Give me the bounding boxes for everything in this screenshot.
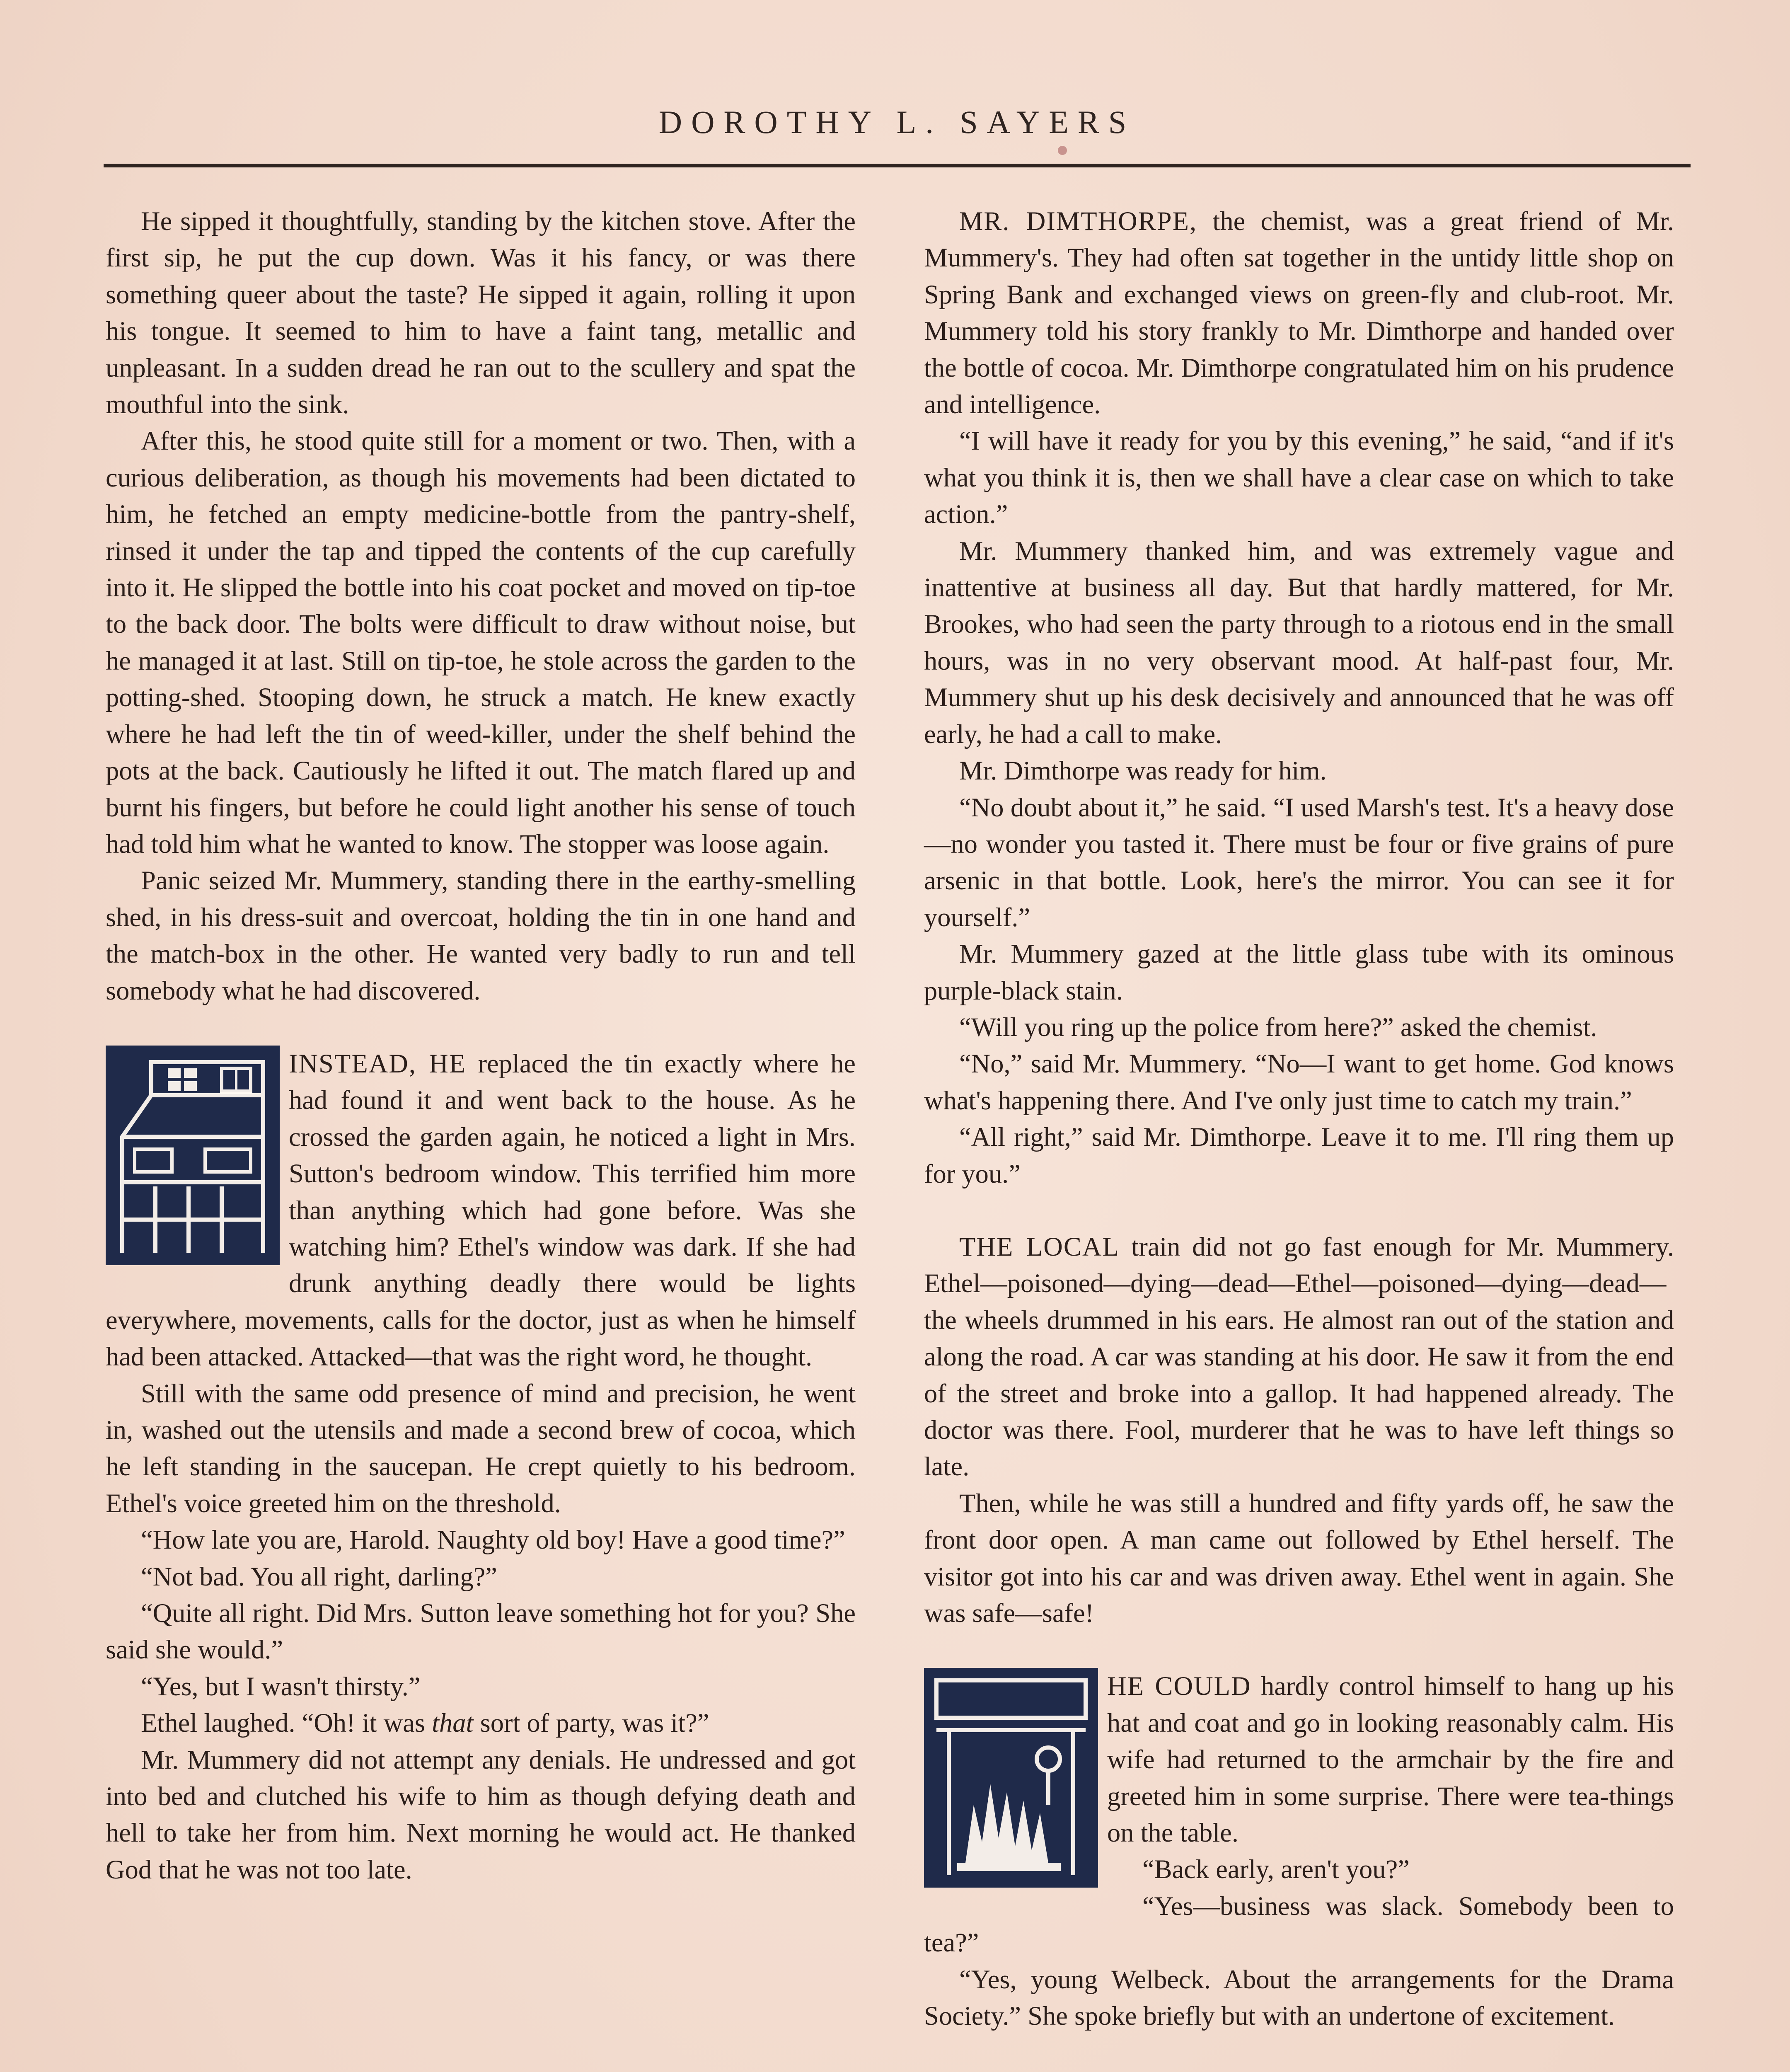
paragraph: After this, he stood quite still for a moment or two. Then, with a curious deliberation, as though his movements had been dictated to him, he fetched an empty medicine-bottle from the pantry-shelf, rinsed it under the tap and tipped the contents of the cup carefully into it. He slipped the bottle into his coat pocket and moved on tip-toe to the back door. The bolts were difficult to draw without noise, but he managed it at last. Still on tip-toe, he stole across the garden to the potting-shed. Stooping down, he struck a match. He knew exactly where he had left the tin of weed-killer, under the shelf behind the pots at the back. Cautiously he lifted it out. The match flared up and burnt his fingers, but before he could light another his sense of touch had told him what he wanted to know. The stopper was loose again. xyxy=(106,426,856,859)
paragraph: “Not bad. You all right, darling?” xyxy=(141,1561,497,1591)
section-paragraph: MR. DIMTHORPE, the chemist, was a great friend of Mr. Mummery's. They had often sat together in the untidy little shop on Spring Bank and exchanged views on green-fly and club-root. Mr. Mummery told his story frankly to Mr. Dimthorpe and handed over the bottle of cocoa. Mr. Dimthorpe congratulated him on his prudence and intelligence. xyxy=(924,206,1674,419)
house-night-icon xyxy=(106,1046,280,1265)
header-rule xyxy=(104,164,1691,167)
ink-spot xyxy=(1058,146,1067,155)
paragraph: Panic seized Mr. Mummery, standing there in the earthy-smelling shed, in his dress-suit and overcoat, holding the tin in one hand and the match-box in the other. He wanted very badly to run and tell somebody what he had discovered. xyxy=(106,866,856,1005)
section-lead: MR. DIMTHORPE, xyxy=(959,206,1197,236)
section-lead: INSTEAD, HE xyxy=(289,1048,467,1078)
paragraph: “No,” said Mr. Mummery. “No—I want to get home. God knows what's happening there. And I've only just time to catch my train.” xyxy=(924,1049,1674,1115)
paragraph: Mr. Mummery thanked him, and was extremely vague and inattentive at business all day. But that hardly mattered, for Mr. Brookes, who had seen the party through to a riotous end in the small hours, was in no very observant mood. At half-past four, Mr. Mummery shut up his desk decisively and announced that he was off early, he had a call to make. xyxy=(924,536,1674,749)
paragraph: Mr. Mummery did not attempt any denials. He undressed and got into bed and clutched his wife to him as though defying death and hell to take her from him. Next morning he would act. He thanked God that he was not too late. xyxy=(106,1745,856,1884)
paragraph: Mr. Mummery gazed at the little glass tube with its ominous purple-black stain. xyxy=(924,939,1674,1005)
paragraph: “Yes, but I wasn't thirsty.” xyxy=(141,1671,421,1701)
paragraph: Still with the same odd presence of mind and precision, he went in, washed out the utensils and made a second brew of cocoa, which he left standing in the saucepan. He crept quietly to his bedroom. Ethel's voice greeted him on the threshold. xyxy=(106,1378,856,1518)
section-paragraph xyxy=(106,1046,856,1375)
left-column xyxy=(106,203,856,1888)
paragraph: “Quite all right. Did Mrs. Sutton leave something hot for you? She said she would.” xyxy=(106,1598,856,1665)
section-paragraph: HE COULD hardly control himself to hang up his hat and coat and go in looking reasonably calm. His wife had returned to the armchair by the fire and greeted him in some surprise. There were tea-things on the table. xyxy=(924,1668,1674,1851)
paragraph: “Yes, young Welbeck. About the arrangements for the Drama Society.” She spoke briefly but with an undertone of excitement. xyxy=(924,1964,1674,2031)
paragraph: “All right,” said Mr. Dimthorpe. Leave it to me. I'll ring them up for you.” xyxy=(924,1122,1674,1188)
paragraph: “No doubt about it,” he said. “I used Marsh's test. It's a heavy dose—no wonder you tasted it. There must be four or five grains of pure arsenic in that bottle. Look, here's the mirror. You can see it for yourself.” xyxy=(924,792,1674,932)
fireplace-icon xyxy=(924,1668,1098,1888)
paragraph: Then, while he was still a hundred and fifty yards off, he saw the front door open. A man came out followed by Ethel herself. The visitor got into his car and was driven away. Ethel went in again. She was safe—safe! xyxy=(924,1488,1674,1628)
section-lead: THE LOCAL xyxy=(959,1232,1120,1261)
paragraph: “Yes—business was slack. Somebody been to tea?” xyxy=(924,1891,1674,1958)
paragraph: Ethel laughed. “Oh! it was that sort of party, was it?” xyxy=(141,1708,709,1738)
paragraph: “Back early, aren't you?” xyxy=(1142,1854,1410,1884)
paragraph: “I will have it ready for you by this evening,” he said, “and if it's what you think it is, then we shall have a clear case on which to take action.” xyxy=(924,426,1674,529)
paragraph: “Will you ring up the police from here?” asked the chemist. xyxy=(959,1012,1597,1042)
paragraph: Mr. Dimthorpe was ready for him. xyxy=(959,756,1327,786)
section-text: replaced the tin exactly where he had found it and went back to the house. As he crossed the garden again, he noticed a light in Mrs. Sutton's bedroom window. This terrified him more than anything which had gone before. Was she watching him? Ethel's window was dark. If she had drunk anything deadly there would be lights everywhere, movements, calls for the doctor, just as when he himself had been attacked. Attacked—that was the right word, he thought. xyxy=(106,1048,856,1372)
paragraph: He sipped it thoughtfully, standing by the kitchen stove. After the first sip, he put the cup down. Was it his fancy, or was there something queer about the taste? He sipped it again, rolling it upon his tongue. It seemed to him to have a faint tang, metallic and unpleasant. In a sudden dread he ran out to the scullery and spat the mouthful into the sink. xyxy=(106,206,856,419)
section-lead: HE COULD xyxy=(1107,1671,1251,1701)
running-header: DOROTHY L. SAYERS xyxy=(658,104,1136,140)
section-paragraph: THE LOCAL train did not go fast enough for Mr. Mummery. Ethel—poisoned—dying—dead—Ethel—poisoned—dying—dead—the wheels drummed in his ears. He almost ran out of the station and along the road. A car was standing at his door. He saw it from the end of the street and broke into a gallop. It had happened already. The doctor was there. Fool, murderer that he was to have left things so late. xyxy=(924,1232,1674,1481)
right-column xyxy=(924,203,1674,2035)
paragraph: “How late you are, Harold. Naughty old boy! Have a good time?” xyxy=(141,1525,845,1555)
